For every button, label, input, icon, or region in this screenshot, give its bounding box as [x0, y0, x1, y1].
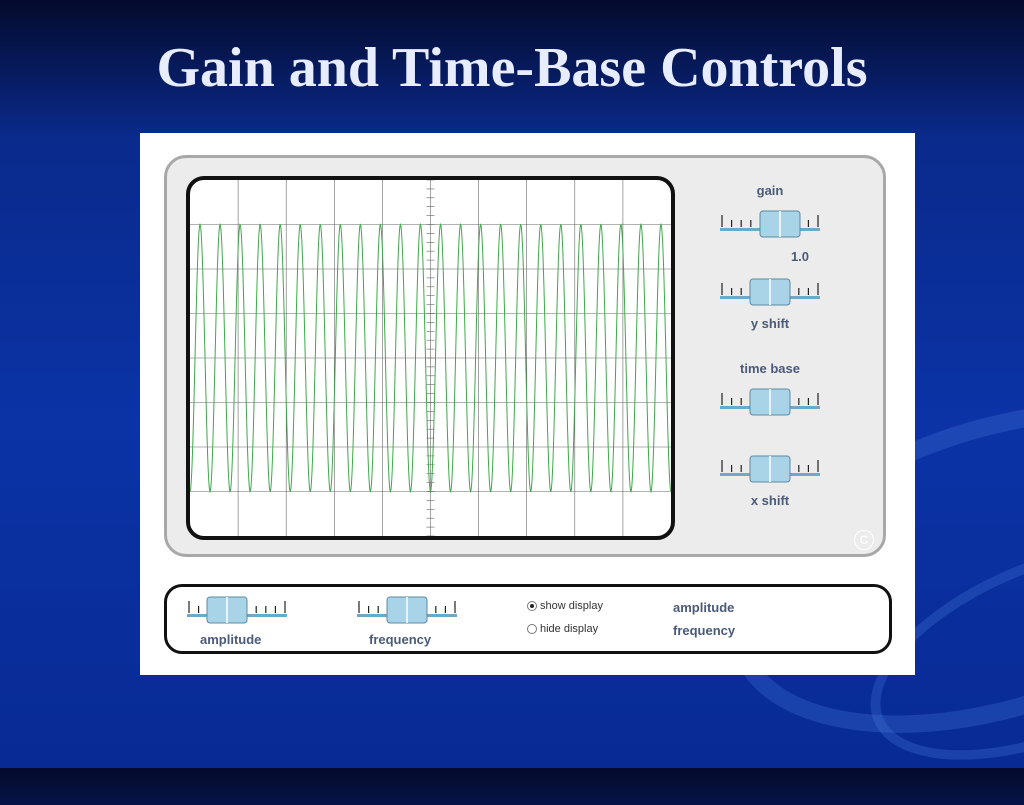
amplitude-slider[interactable]	[185, 594, 289, 624]
frequency-slider-label: frequency	[369, 632, 432, 647]
slider-graphic	[718, 208, 822, 238]
slide-title: Gain and Time-Base Controls	[156, 37, 868, 99]
amplitude-slider-label: amplitude	[200, 632, 262, 647]
y-shift-label: y shift	[750, 316, 790, 331]
amplitude-readout-label: amplitude	[673, 600, 735, 615]
show-display-label: show display	[540, 600, 603, 612]
slider-graphic	[185, 594, 289, 624]
frequency-slider[interactable]	[355, 594, 459, 624]
time-base-slider[interactable]	[718, 386, 822, 416]
hide-display-label: hide display	[540, 623, 599, 635]
slider-graphic	[718, 386, 822, 416]
hide-display-radio[interactable]	[527, 624, 537, 634]
scope-screen	[186, 176, 675, 540]
x-shift-label: x shift	[750, 493, 790, 508]
oscilloscope-simulation	[140, 133, 915, 675]
scope-display	[190, 180, 671, 536]
slider-graphic	[718, 453, 822, 483]
gain-label: gain	[756, 183, 784, 198]
y-shift-slider[interactable]	[718, 276, 822, 306]
show-display-option[interactable]	[527, 600, 603, 612]
time-base-label: time base	[740, 361, 800, 376]
hide-display-option[interactable]	[527, 623, 598, 635]
x-shift-slider[interactable]	[718, 453, 822, 483]
frequency-readout-label: frequency	[673, 623, 736, 638]
gain-value-readout: 1.0	[790, 249, 810, 264]
slider-graphic	[355, 594, 459, 624]
gain-slider[interactable]	[718, 208, 822, 238]
copyright-icon: C	[854, 530, 874, 550]
show-display-radio[interactable]	[527, 601, 537, 611]
slider-graphic	[718, 276, 822, 306]
